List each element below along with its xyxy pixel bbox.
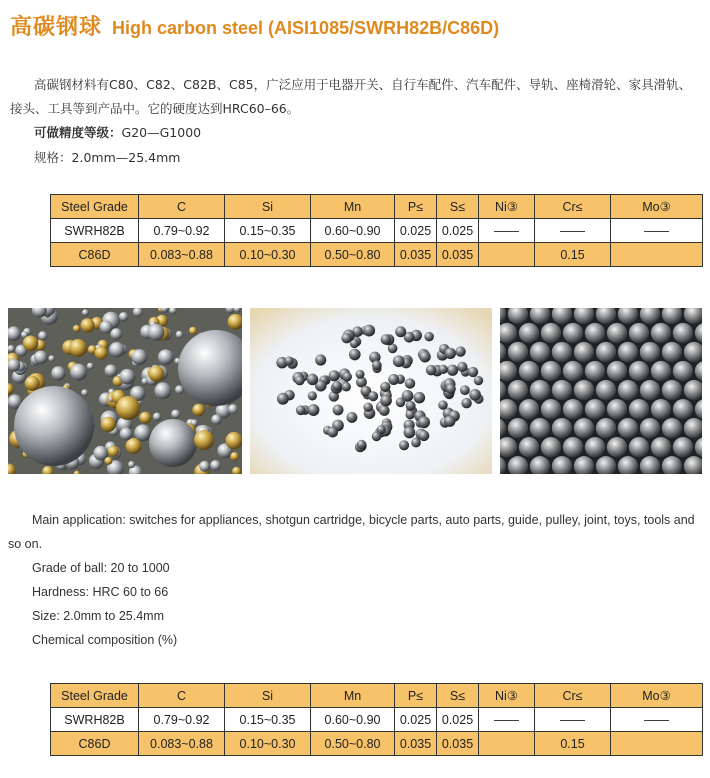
steel-ball-graphic [418,416,430,428]
table-cell: 0.035 [395,243,437,267]
steel-ball-graphic [563,399,583,419]
steel-ball-graphic [574,342,594,362]
table-cell: 0.025 [437,708,479,732]
steel-ball-graphic [70,364,87,381]
steel-ball-graphic [368,391,378,401]
steel-ball-graphic [176,331,184,339]
english-description: Main application: switches for appliances, shotgun cartridge, bicycle parts, auto parts, guide, pulley, joint, toys, tools and so on. [8,513,695,551]
grade-line: Grade of ball: 20 to 1000 [32,561,170,575]
steel-ball-graphic [189,327,197,335]
steel-ball-graphic [445,348,456,359]
steel-ball-graphic [426,365,437,376]
steel-ball-graphic [343,372,352,381]
steel-ball-graphic [277,393,289,405]
steel-ball-graphic [327,427,338,438]
steel-ball-graphic [329,370,340,381]
steel-ball-graphic [307,374,318,385]
steel-ball-graphic [455,346,465,356]
table-header-cell: Mn [311,195,395,219]
table-cell: —— [479,219,535,243]
steel-ball-graphic [210,460,221,471]
steel-ball-graphic [51,366,65,380]
composition-table-top [50,194,703,267]
steel-ball-graphic [81,389,88,396]
steel-ball-graphic [82,309,89,316]
steel-ball-graphic [110,328,122,340]
size-line: Size: 2.0mm to 25.4mm [32,609,164,623]
steel-ball-graphic [541,437,561,457]
table-row [51,732,703,756]
steel-ball-graphic [395,326,406,337]
steel-ball-graphic [662,380,682,400]
steel-ball-graphic [629,361,649,381]
table-cell: 0.15 [535,243,611,267]
steel-ball-graphic [519,323,539,343]
steel-ball-graphic [381,334,391,344]
table-cell [611,243,703,267]
steel-ball-graphic [438,400,447,409]
steel-ball-graphic [363,402,372,411]
table-cell [479,243,535,267]
size-label: 规格： [34,150,72,165]
table-cell: 0.10~0.30 [225,243,311,267]
steel-ball-graphic [457,362,467,372]
table-row [51,219,703,243]
table-cell: 0.035 [437,732,479,756]
steel-ball-graphic [332,381,342,391]
steel-ball-graphic [153,413,161,421]
steel-ball-graphic [388,374,399,385]
steel-ball-graphic [673,399,693,419]
precision-label: 可做精度等级： [34,125,122,140]
steel-ball-graphic [175,385,184,394]
steel-ball-graphic [356,370,365,379]
table-cell: 0.035 [395,732,437,756]
table-header-cell: Steel Grade [51,684,139,708]
table-header-row [51,195,703,219]
table-header-row [51,684,703,708]
hardness-line: Hardness: HRC 60 to 66 [32,585,169,599]
steel-ball-graphic [673,323,693,343]
table-header-cell: P≤ [395,684,437,708]
steel-ball-graphic [109,342,124,357]
steel-ball-graphic [73,325,80,332]
steel-ball-graphic [673,361,693,381]
steel-ball-graphic [552,380,572,400]
steel-ball-graphic [308,391,317,400]
steel-ball-graphic [357,440,367,450]
steel-ball-graphic [552,418,572,438]
steel-ball-graphic [95,346,108,359]
steel-ball-graphic [80,318,94,332]
photo-packed-steel-balls [500,308,702,474]
table-header-cell: C [139,684,225,708]
steel-ball-graphic [405,410,415,420]
table-header-cell: Cr≤ [535,195,611,219]
steel-ball-graphic [607,437,627,457]
steel-ball-graphic [424,332,434,342]
steel-ball-graphic [347,412,358,423]
steel-ball-graphic [108,446,119,457]
steel-ball-graphic [341,333,351,343]
steel-ball-graphic [349,349,361,361]
chinese-size-line [34,148,180,166]
steel-ball-graphic [380,382,390,392]
steel-ball-graphic [541,323,561,343]
table-header-cell: Si [225,684,311,708]
steel-ball-graphic [399,440,409,450]
photo-steel-balls-on-plate [250,308,492,474]
steel-ball-graphic [574,380,594,400]
table-header-cell: S≤ [437,195,479,219]
steel-ball-graphic [34,350,48,364]
steel-ball-graphic [372,360,382,370]
steel-ball-graphic [406,401,416,411]
chemical-composition-label: Chemical composition (%) [32,633,178,647]
table-cell: 0.60~0.90 [311,219,395,243]
product-photo-strip [8,308,702,474]
table-cell: —— [535,708,611,732]
steel-ball-graphic [629,323,649,343]
steel-ball-graphic [607,361,627,381]
steel-ball-graphic [618,342,638,362]
table-header-cell: S≤ [437,684,479,708]
steel-ball-graphic [87,363,94,370]
precision-value: G20—G1000 [121,125,202,140]
steel-ball-graphic [372,432,382,442]
table-cell: SWRH82B [51,219,139,243]
steel-ball-graphic [541,399,561,419]
steel-ball-graphic [530,418,550,438]
chinese-description: 高碳钢材料有C80、C82、C82B、C85，广泛应用于电器开关、自行车配件、汽车配件、导轨、座椅滑轮、家具滑轨、接头、工具等到产品中。它的硬度达到HRC60–66。 [10,77,692,116]
chinese-precision-line [34,123,201,141]
steel-ball-graphic [132,349,148,365]
steel-ball-graphic [38,331,47,340]
steel-ball-graphic [585,437,605,457]
table-header-cell: Cr≤ [535,684,611,708]
table-cell: 0.025 [395,708,437,732]
table-cell: 0.083~0.88 [139,732,225,756]
table-cell: —— [611,708,703,732]
steel-ball-graphic [508,342,528,362]
steel-ball-graphic [419,351,430,362]
steel-ball-graphic [596,342,616,362]
table-header-cell: Ni③ [479,684,535,708]
steel-ball-graphic [460,385,470,395]
table-cell [611,732,703,756]
steel-ball-graphic [508,380,528,400]
table-cell: 0.79~0.92 [139,219,225,243]
steel-ball-graphic [447,365,458,376]
table-cell: 0.15 [535,732,611,756]
steel-ball-graphic [552,342,572,362]
steel-ball-graphic [333,404,344,415]
steel-ball-graphic [618,380,638,400]
steel-ball-graphic [393,355,405,367]
steel-ball-graphic [585,399,605,419]
steel-ball-graphic [104,457,112,465]
steel-ball-graphic [563,361,583,381]
steel-ball-graphic [192,404,204,416]
steel-ball-graphic [519,399,539,419]
steel-ball-graphic [308,404,320,416]
steel-ball-graphic [519,437,539,457]
steel-ball-graphic [148,324,165,341]
table-cell: 0.025 [395,219,437,243]
steel-ball-graphic [530,342,550,362]
table-cell: 0.15~0.35 [225,708,311,732]
steel-ball-graphic [530,380,550,400]
table-header-cell: Mo③ [611,195,703,219]
steel-ball-graphic [396,398,406,408]
composition-table-bottom [50,683,703,756]
steel-ball-graphic [23,335,39,351]
steel-ball-graphic [228,404,238,414]
steel-ball-graphic [651,437,671,457]
steel-ball-graphic [651,323,671,343]
steel-ball-graphic [629,399,649,419]
table-header-cell: Mo③ [611,684,703,708]
steel-ball-graphic [607,323,627,343]
steel-ball-graphic [640,418,660,438]
table-cell: 0.025 [437,219,479,243]
steel-ball-graphic [134,424,151,441]
table-cell: 0.10~0.30 [225,732,311,756]
steel-ball-graphic [380,395,392,407]
table-header-cell: Mn [311,684,395,708]
steel-ball-graphic [403,427,415,439]
steel-ball-graphic [414,392,426,404]
steel-ball-graphic [640,342,660,362]
steel-ball-graphic [673,437,693,457]
steel-ball-graphic [120,427,133,440]
table-cell: SWRH82B [51,708,139,732]
steel-ball-graphic [563,323,583,343]
photo-mixed-steel-and-brass-balls [8,308,242,474]
table-cell: 0.79~0.92 [139,708,225,732]
steel-ball-graphic [629,437,649,457]
steel-ball-graphic [211,414,221,424]
steel-ball-graphic [295,376,305,386]
steel-ball-graphic [119,369,135,385]
table-cell: —— [479,708,535,732]
steel-ball-graphic [468,367,478,377]
steel-ball-graphic [158,349,174,365]
steel-ball-graphic [508,418,528,438]
steel-ball-graphic [119,312,128,321]
steel-ball-graphic [154,382,171,399]
steel-ball-graphic [25,376,40,391]
table-cell: 0.50~0.80 [311,732,395,756]
table-cell: 0.50~0.80 [311,243,395,267]
table-row [51,243,703,267]
steel-ball-graphic [607,399,627,419]
table-cell: C86D [51,243,139,267]
table-cell: 0.15~0.35 [225,219,311,243]
table-cell: 0.60~0.90 [311,708,395,732]
steel-ball-graphic [469,389,481,401]
table-header-cell: Ni③ [479,195,535,219]
steel-ball-graphic [363,325,375,337]
table-cell [479,732,535,756]
steel-ball-graphic [640,380,660,400]
steel-ball-graphic [225,432,242,449]
table-header-cell: Steel Grade [51,195,139,219]
steel-ball-graphic [230,452,239,461]
steel-ball-graphic [285,356,294,365]
steel-ball-graphic [148,366,164,382]
table-cell: 0.083~0.88 [139,243,225,267]
steel-ball-graphic [419,430,430,441]
steel-ball-graphic [651,361,671,381]
steel-ball-graphic [199,461,210,472]
steel-ball-graphic [662,342,682,362]
steel-ball-graphic [446,384,456,394]
steel-ball-graphic [379,405,390,416]
table-cell: —— [611,219,703,243]
steel-ball-graphic [618,418,638,438]
title-english: High carbon steel (AISI1085/SWRH82B/C86D) [112,18,500,38]
steel-ball-graphic [651,399,671,419]
steel-ball-graphic [574,418,594,438]
steel-ball-graphic [662,418,682,438]
steel-ball-graphic [315,354,326,365]
steel-ball-graphic [461,398,471,408]
steel-ball-graphic [596,380,616,400]
table-header-cell: P≤ [395,195,437,219]
steel-ball-graphic [474,376,483,385]
steel-ball-graphic [105,364,117,376]
steel-ball-graphic [444,416,455,427]
size-value: 2.0mm—25.4mm [71,150,181,165]
table-row [51,708,703,732]
table-header-cell: Si [225,195,311,219]
steel-ball-graphic [563,437,583,457]
steel-ball-graphic [100,321,113,334]
table-cell: —— [535,219,611,243]
title-chinese: 高碳钢球 [10,15,103,40]
steel-ball-graphic [101,417,116,432]
table-cell: 0.035 [437,243,479,267]
steel-ball-graphic [585,361,605,381]
steel-ball-graphic [541,361,561,381]
steel-ball-graphic [342,382,351,391]
steel-ball-graphic [596,418,616,438]
steel-ball-graphic [48,355,54,361]
steel-ball-graphic [171,409,180,418]
steel-ball-graphic [585,323,605,343]
steel-ball-graphic [439,365,448,374]
table-cell: C86D [51,732,139,756]
page-title [10,10,499,40]
steel-ball-graphic [296,405,306,415]
table-header-cell: C [139,195,225,219]
steel-ball-graphic [405,378,415,388]
steel-ball-graphic [519,361,539,381]
steel-ball-graphic [128,461,135,468]
steel-ball-graphic [139,412,151,424]
